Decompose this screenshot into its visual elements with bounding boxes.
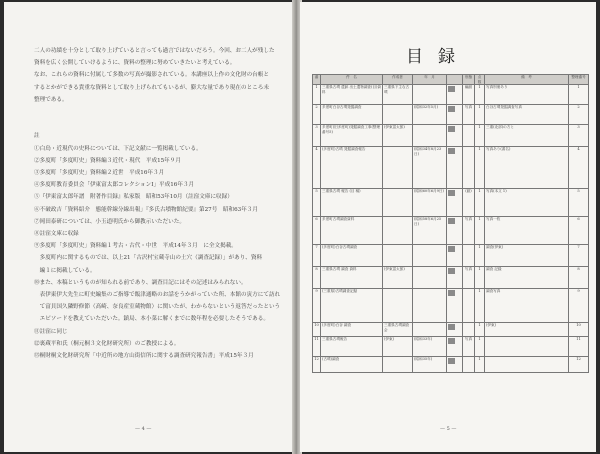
- cell-thumb: [447, 105, 463, 125]
- cell-notes: 調査 記録: [485, 267, 569, 289]
- cell-notes: 写真一枚: [485, 217, 569, 245]
- catalog-table: [312, 74, 589, 373]
- cell-date: [413, 323, 447, 337]
- cell-thumb: [447, 357, 463, 373]
- cell-form: 写真: [463, 337, 475, 357]
- body-text-line: ⑦岡田泰研については、小玉道明氏から御教示いただいた。: [34, 218, 185, 225]
- right-page: [300, 2, 596, 452]
- cell-thumb: [447, 267, 463, 289]
- body-text-line: ⑪註窪に同じ: [34, 328, 68, 335]
- cell-index: 1: [313, 85, 321, 105]
- left-page: [4, 2, 294, 452]
- cell-index: 10: [313, 323, 321, 337]
- cell-notes: [485, 337, 569, 357]
- cell-notes: [485, 357, 569, 373]
- body-text-line: ④多度町教育委員会「伊東富太郎コレクションⅠ」平成16年３月: [34, 182, 195, 189]
- header-index: 番: [313, 75, 321, 85]
- cell-ref: 9: [569, 289, 589, 323]
- cell-date: [413, 85, 447, 105]
- cell-index: 5: [313, 189, 321, 217]
- cell-count: 1: [475, 105, 485, 125]
- cell-index: 9: [313, 289, 321, 323]
- header-ref: 整理番号: [569, 75, 589, 85]
- cell-creator: 三重県古墳調査会: [383, 323, 413, 337]
- photo-thumbnail-icon: [448, 246, 455, 252]
- cell-ref: 3: [569, 125, 589, 147]
- cell-thumb: [447, 125, 463, 147]
- cell-name: (三重県)古墳調査記録: [321, 289, 383, 323]
- cell-thumb: [447, 189, 463, 217]
- body-text-line: ⑫裏蔵平和氏（桐元桐３文化財研究所）のご教授による。: [34, 340, 180, 347]
- cell-date: [413, 125, 447, 147]
- photo-thumbnail-icon: [448, 290, 455, 296]
- body-text-line: 整理である。: [34, 96, 68, 103]
- cell-index: 12: [313, 357, 321, 373]
- photo-thumbnail-icon: [448, 218, 455, 224]
- cell-form: [463, 323, 475, 337]
- cell-form: [463, 245, 475, 267]
- cell-date: [413, 245, 447, 267]
- photo-thumbnail-icon: [448, 358, 455, 364]
- table-row: [313, 357, 589, 373]
- cell-notes: 写真あり(書名): [485, 147, 569, 189]
- cell-date: [413, 267, 447, 289]
- header-thumb: [447, 75, 463, 85]
- header-creator: 作成者: [383, 75, 413, 85]
- cell-ref: 5: [569, 189, 589, 217]
- cell-thumb: [447, 245, 463, 267]
- table-header-row: [313, 75, 589, 85]
- photo-thumbnail-icon: [448, 148, 455, 154]
- cell-name: 三重県古墳報告: [321, 337, 383, 357]
- body-text-line: 編１に掲載している。: [34, 267, 96, 274]
- cell-date: (昭和32年5月): [413, 105, 447, 125]
- cell-index: 2: [313, 105, 321, 125]
- cell-creator: [383, 245, 413, 267]
- cell-count: 1: [475, 217, 485, 245]
- cell-count: 1: [475, 323, 485, 337]
- cell-thumb: [447, 217, 463, 245]
- header-notes: 備 考: [485, 75, 569, 85]
- cell-count: 1: [475, 289, 485, 323]
- cell-thumb: [447, 289, 463, 323]
- cell-ref: 8: [569, 267, 589, 289]
- cell-count: 1: [475, 267, 485, 289]
- body-text-line: エピソードを教えていただいた。鎮局、本小菜に解くまでに数年程を必要したそうである。: [34, 316, 269, 323]
- photo-thumbnail-icon: [448, 190, 455, 196]
- cell-thumb: [447, 337, 463, 357]
- cell-form: [463, 125, 475, 147]
- table-row: [313, 125, 589, 147]
- cell-name: 多度町(旧多度町)発掘調査工事(整理番号5): [321, 125, 383, 147]
- cell-thumb: [447, 147, 463, 189]
- cell-date: (昭和33年): [413, 337, 447, 357]
- cell-ref: 6: [569, 217, 589, 245]
- table-row: [313, 245, 589, 267]
- cell-index: 11: [313, 337, 321, 357]
- cell-thumb: [447, 323, 463, 337]
- body-text-line: ⑨多度町「多度町史」資料編１考古・古代・中世 平成14年３月 に全文掲載。: [34, 243, 237, 250]
- cell-notes: 調査写真: [485, 289, 569, 323]
- body-text-line: 多度町内に関するものでは、以上21「古沢村宝蔵寺山の土穴（調査記録）」があり、資料: [34, 255, 263, 262]
- cell-creator: [383, 217, 413, 245]
- photo-thumbnail-icon: [448, 324, 455, 330]
- cell-name: 多度町白谷古墳発掘調査: [321, 105, 383, 125]
- table-row: [313, 147, 589, 189]
- cell-count: 1: [475, 189, 485, 217]
- header-date: 年 月: [413, 75, 447, 85]
- cell-notes: 白谷古墳発掘調査写真: [485, 105, 569, 125]
- table-row: [313, 289, 589, 323]
- cell-creator: [383, 105, 413, 125]
- table-row: [313, 105, 589, 125]
- cell-notes: 三重(北部)の方と: [485, 125, 569, 147]
- cell-creator: [383, 189, 413, 217]
- left-page-number: — 4 —: [135, 426, 152, 432]
- cell-ref: 11: [569, 337, 589, 357]
- cell-name: 多度町古墳調査資料: [321, 217, 383, 245]
- cell-notes: 調査(伊東): [485, 245, 569, 267]
- cell-name: (多度町)白谷古墳調査: [321, 245, 383, 267]
- cell-creator: 三重県下主な古墳: [383, 85, 413, 105]
- cell-ref: 4: [569, 147, 589, 189]
- cell-count: 1: [475, 147, 485, 189]
- cell-form: [463, 357, 475, 373]
- cell-name: 三重県古墳 調査 資料: [321, 267, 383, 289]
- cell-ref: 2: [569, 105, 589, 125]
- cell-date: [413, 289, 447, 323]
- cell-ref: 10: [569, 323, 589, 337]
- cell-name: (多度町)古墳 発掘調査報告: [321, 147, 383, 189]
- cell-name: (古墳)調査: [321, 357, 383, 373]
- table-row: [313, 337, 589, 357]
- cell-creator: [383, 147, 413, 189]
- body-text-line: 二人の功績を十分として取り上げていると言っても過言ではないだろう。今回、お二人が残した: [34, 48, 275, 54]
- cell-index: 3: [313, 125, 321, 147]
- header-form: 形態: [463, 75, 475, 85]
- cell-creator: (伊東): [383, 337, 413, 357]
- photo-thumbnail-icon: [448, 126, 455, 132]
- cell-thumb: [447, 85, 463, 105]
- cell-creator: [383, 289, 413, 323]
- cell-date: (昭和35年): [413, 357, 447, 373]
- cell-count: 1: [475, 357, 485, 373]
- cell-form: [463, 289, 475, 323]
- cell-form: 写真: [463, 217, 475, 245]
- body-text-line: 註: [34, 133, 40, 140]
- cell-date: (昭和60年6月9日): [413, 189, 447, 217]
- cell-form: [463, 147, 475, 189]
- cell-date: (昭和58年6月25日): [413, 217, 447, 245]
- cell-name: (多度町)白谷 調査: [321, 323, 383, 337]
- table-row: [313, 323, 589, 337]
- body-text-line: ⑥不破政吉「資料紹介 態能幹線分線出報」『多氏古墳物館紀要』第27号 昭和63年３月: [34, 206, 258, 213]
- cell-date: (昭和34年8月23日): [413, 147, 447, 189]
- photo-thumbnail-icon: [448, 268, 455, 274]
- body-text-line: ②多度町「多度町史」資料編３近代・現代 平成15年９月: [34, 157, 181, 164]
- table-row: [313, 217, 589, 245]
- cell-index: 8: [313, 267, 321, 289]
- cell-name: 三重県古墳 報告 (目 稿): [321, 189, 383, 217]
- cell-creator: (伊東富太郎): [383, 267, 413, 289]
- cell-ref: 7: [569, 245, 589, 267]
- cell-index: 7: [313, 245, 321, 267]
- photo-thumbnail-icon: [448, 86, 455, 92]
- cell-index: 6: [313, 217, 321, 245]
- body-text-line: なお、これらの資料に付属して多数の写真が撮影されている。本講座以上作の文化財の台帳と: [34, 72, 269, 79]
- right-page-number: — 5 —: [440, 426, 457, 432]
- body-text-line: ⑧註窪文庫に収録: [34, 231, 79, 237]
- table-row: [313, 267, 589, 289]
- table-row: [313, 85, 589, 105]
- cell-name: 三重県古墳 遺跡 出土遺物調査(目)資料: [321, 85, 383, 105]
- cell-count: 1: [475, 85, 485, 105]
- cell-notes: (伊東): [485, 323, 569, 337]
- cell-form: (綴): [463, 189, 475, 217]
- cell-ref: 12: [569, 357, 589, 373]
- cell-index: 4: [313, 147, 321, 189]
- cell-count: 1: [475, 125, 485, 147]
- cell-creator: (伊東富太郎): [383, 125, 413, 147]
- body-text-line: ⑤『伊東富太郎年譜 附著作目録』私家版 昭和53年10月（註窪文庫に収録）: [34, 194, 233, 201]
- cell-count: 1: [475, 245, 485, 267]
- body-text-line: ⑩また、本稿というものが知られる前であり、調査目記にはその記述はみられない。: [34, 279, 247, 286]
- body-text-line: するとかができる貴重な資料として取り上げられてもいるが、膨大な量であり現在のところ未: [34, 84, 269, 91]
- body-text-line: ①白鳥・近現代の史料については、下記文献に一覧掲載している。: [34, 145, 202, 152]
- photo-thumbnail-icon: [448, 106, 455, 112]
- cell-form: 編綴: [463, 85, 475, 105]
- cell-notes: 写真(本文 1): [485, 189, 569, 217]
- cell-count: 1: [475, 337, 485, 357]
- page-title: 目録: [406, 47, 470, 67]
- body-text-line: 資料を広く公開していけるように、資料の整理に努めていきたいと考えている。: [34, 60, 236, 67]
- cell-form: 写真: [463, 105, 475, 125]
- cell-creator: [383, 357, 413, 373]
- body-text-line: て富貝国久隣野修節（高崎、奈良産室蔵物館）に関いたが、わからないという返答だったという: [34, 304, 281, 311]
- cell-notes: 写真別冊あり: [485, 85, 569, 105]
- cell-form: 写真: [463, 267, 475, 289]
- cell-ref: 1: [569, 85, 589, 105]
- header-name: 件 名: [321, 75, 383, 85]
- header-count: 点数: [475, 75, 485, 85]
- table-row: [313, 189, 589, 217]
- body-text-line: ⑬桐財桐文化財研究所「中近所の地方山街信所に関する調査研究報告書」平成15年３月: [34, 353, 254, 359]
- body-text-line: ③多度町「多度町史」資料編２近世 平成16年３月: [34, 170, 165, 176]
- photo-thumbnail-icon: [448, 338, 455, 344]
- body-text-line: 表伊東伊大先生に町史編集のご指導で飯津通略のお話をうかがっていた所、本館の寅方にて訪れ: [34, 292, 281, 298]
